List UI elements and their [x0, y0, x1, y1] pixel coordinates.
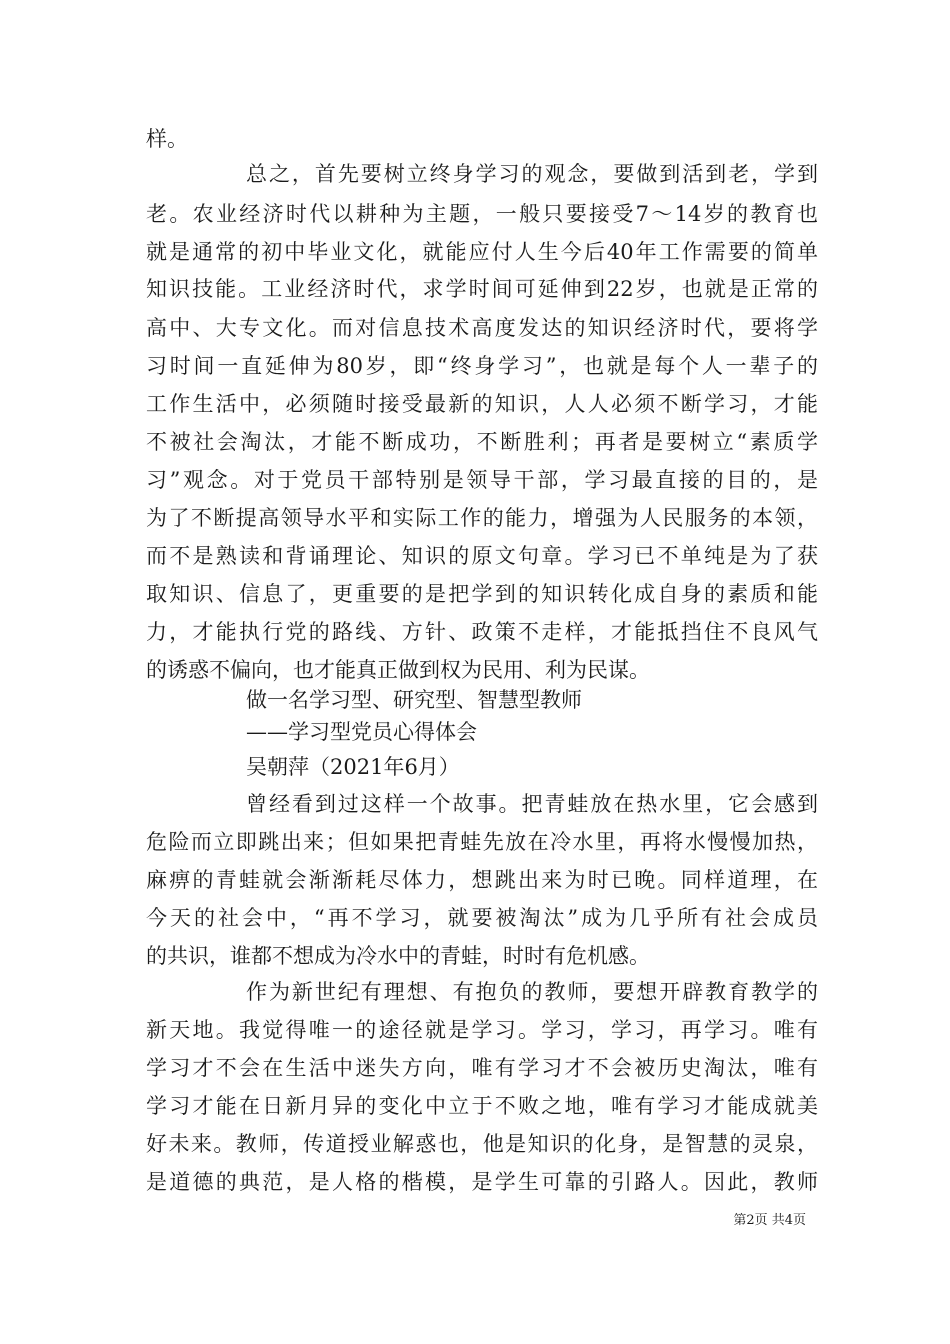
page-number-footer: 第2页 共4页: [733, 1213, 806, 1228]
text-line: 危险而立即跳出来；但如果把青蛙先放在冷水里，再将水慢慢加热，: [146, 830, 818, 854]
text-line: 力，才能执行党的路线、方针、政策不走样，才能抵挡住不良风气: [146, 620, 818, 644]
text-line: 老。农业经济时代以耕种为主题，一般只要接受7～14岁的教育也: [146, 202, 818, 226]
text-line: 取知识、信息了，更重要的是把学到的知识转化成自身的素质和能: [146, 582, 818, 606]
text-line: 学习才能在日新月异的变化中立于不败之地，唯有学习才能成就美: [146, 1094, 818, 1118]
text-line: 曾经看到过这样一个故事。把青蛙放在热水里，它会感到: [246, 792, 818, 816]
text-line: 的诱惑不偏向，也才能真正做到权为民用、利为民谋。: [146, 658, 650, 682]
text-line: 是道德的典范，是人格的楷模，是学生可靠的引路人。因此，教师: [146, 1170, 818, 1194]
text-line: 样。: [146, 127, 188, 151]
article-author: 吴朝萍（2021年6月）: [246, 755, 460, 779]
text-line: 麻痹的青蛙就会渐渐耗尽体力，想跳出来为时已晚。同样道理，在: [146, 868, 818, 892]
text-line: 学习才不会在生活中迷失方向，唯有学习才不会被历史淘汰，唯有: [146, 1056, 818, 1080]
text-line: 不被社会淘汰，才能不断成功，不断胜利；再者是要树立“素质学: [146, 430, 818, 454]
text-line: 好未来。教师，传道授业解惑也，他是知识的化身，是智慧的灵泉，: [146, 1132, 818, 1156]
text-line: 习时间一直延伸为80岁，即“终身学习”，也就是每个人一辈子的: [146, 354, 818, 378]
article-subtitle: ——学习型党员心得体会: [246, 720, 477, 744]
text-line: 知识技能。工业经济时代，求学时间可延伸到22岁，也就是正常的: [146, 277, 818, 301]
text-line: 而不是熟读和背诵理论、知识的原文句章。学习已不单纯是为了获: [146, 544, 818, 568]
text-line: 作为新世纪有理想、有抱负的教师，要想开辟教育教学的: [246, 980, 818, 1004]
text-line: 工作生活中，必须随时接受最新的知识，人人必须不断学习，才能: [146, 392, 818, 416]
text-line: 习”观念。对于党员干部特别是领导干部，学习最直接的目的，是: [146, 468, 818, 492]
text-line: 为了不断提高领导水平和实际工作的能力，增强为人民服务的本领，: [146, 506, 818, 530]
text-line: 今天的社会中，“再不学习，就要被淘汰”成为几乎所有社会成员: [146, 906, 818, 930]
article-title: 做一名学习型、研究型、智慧型教师: [246, 688, 582, 712]
text-line: 就是通常的初中毕业文化，就能应付人生今后40年工作需要的简单: [146, 240, 818, 264]
text-line: 的共识，谁都不想成为冷水中的青蛙，时时有危机感。: [146, 944, 650, 968]
text-line: 高中、大专文化。而对信息技术高度发达的知识经济时代，要将学: [146, 316, 818, 340]
text-line: 总之，首先要树立终身学习的观念，要做到活到老，学到: [246, 162, 818, 186]
text-line: 新天地。我觉得唯一的途径就是学习。学习，学习，再学习。唯有: [146, 1018, 818, 1042]
